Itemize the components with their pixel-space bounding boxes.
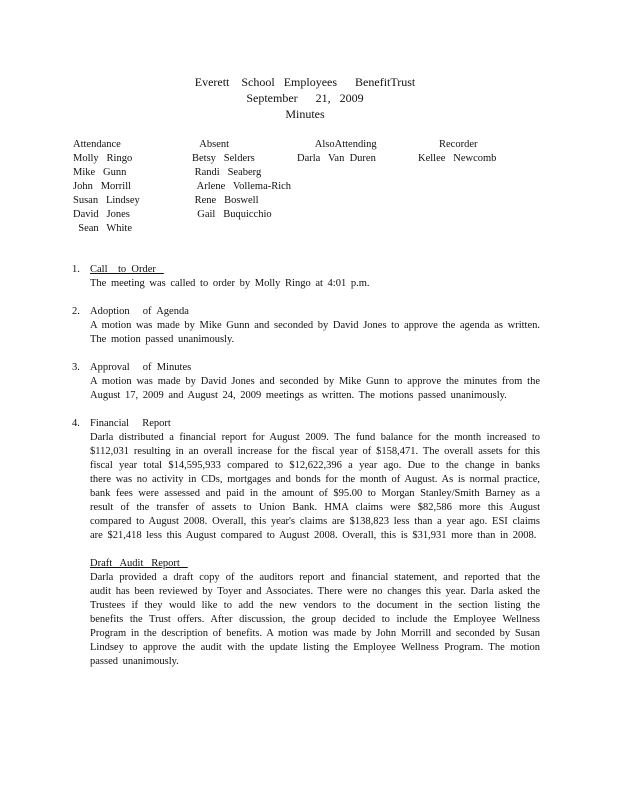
attendee-name: Molly Ringo: [73, 153, 133, 164]
subsection-draft-audit-report: [72, 557, 540, 669]
section-body: The meeting was called to order by Molly Ringo at 4:01 p.m.: [90, 278, 370, 289]
section-title: Adoption of Agenda: [90, 306, 189, 317]
meeting-date: September 21, 2009: [246, 91, 364, 105]
section-body: Darla distributed a financial report for August 2009. The fund balance for the month increased to $112,031 resulting in an overall increase for the fiscal year of $158,471. The overall assets for this fiscal year total $14,595,933 compared to $12,622,396 a year ago. Due to the change in banks there was no activity in CDs, mortgages and bonds for the month of August. As is normal practice, bank fees were assessed and paid in the amount of $95.00 to Morgan Stanley/Smith Barney as a result of the transfer of assets to Union Bank. HMA claims were $82,586 more this August compared to August 2008. Overall, this year's claims are $138,823 less than a year ago. ESI claims are $21,418 less this August compared to August 2008. Overall, this is $31,931 more than in 2008.: [90, 432, 540, 541]
document-type: Minutes: [285, 107, 325, 121]
section-title: Call to Order: [90, 264, 164, 275]
section-number: 1.: [72, 264, 80, 275]
recorder-column: [418, 138, 496, 166]
attendee-name: Sean White: [73, 223, 133, 234]
section-call-to-order: [72, 263, 540, 291]
also-attending-name: Darla Van Duren: [297, 153, 376, 164]
attendee-name: David Jones: [73, 209, 130, 220]
section-body: A motion was made by Mike Gunn and seconded by David Jones to approve the agenda as written. The motion passed unanimously.: [90, 320, 540, 345]
attendee-name: Mike Gunn: [73, 167, 127, 178]
absent-column: [192, 138, 291, 222]
section-title: Financial Report: [90, 418, 171, 429]
section-adoption-of-agenda: [72, 305, 540, 347]
absent-name: Gail Buquicchio: [192, 209, 272, 220]
attendee-name: Susan Lindsey: [73, 195, 140, 206]
absent-name: Randi Seaberg: [192, 167, 262, 178]
section-approval-of-minutes: [72, 361, 540, 403]
minutes-sections: [72, 263, 540, 669]
section-body: A motion was made by David Jones and seconded by Mike Gunn to approve the minutes from the August 17, 2009 and August 24, 2009 meetings as written. The motions passed unanimously.: [90, 376, 540, 401]
attendance-heading: Attendance: [73, 139, 121, 150]
absent-heading: Absent: [192, 139, 230, 150]
section-title: Approval of Minutes: [90, 362, 192, 373]
absent-name: Betsy Selders: [192, 153, 255, 164]
section-number: 3.: [72, 362, 80, 373]
organization-title: Everett School Employees BenefitTrust: [194, 75, 416, 89]
absent-name: Rene Boswell: [192, 195, 259, 206]
also-attending-heading: AlsoAttending: [297, 139, 377, 150]
attendee-name: John Morrill: [73, 181, 132, 192]
subsection-title: Draft Audit Report: [90, 558, 188, 569]
absent-name: Arlene Vollema-Rich: [192, 181, 292, 192]
section-financial-report: [72, 417, 540, 543]
recorder-name: Kellee Newcomb: [418, 153, 497, 164]
also-attending-column: [297, 138, 377, 166]
subsection-body: Darla provided a draft copy of the auditors report and financial statement, and reported that the audit has been reviewed by Toyer and Associates. There were no changes this year. Darla asked the Trustees if they would like to add the new vendors to the document in the section listing the benefits the Trust offers. After discussion, the group decided to include the Employee Wellness Program in the description of benefits. A motion was made by John Morrill and seconded by Susan Lindsey to approve the audit with the update listing the Employee Wellness Program. The motion passed unanimously.: [90, 572, 540, 667]
document-header: [0, 74, 610, 122]
attendance-column: [73, 138, 140, 236]
section-number: 2.: [72, 306, 80, 317]
section-number: 4.: [72, 418, 80, 429]
recorder-heading: Recorder: [418, 139, 478, 150]
